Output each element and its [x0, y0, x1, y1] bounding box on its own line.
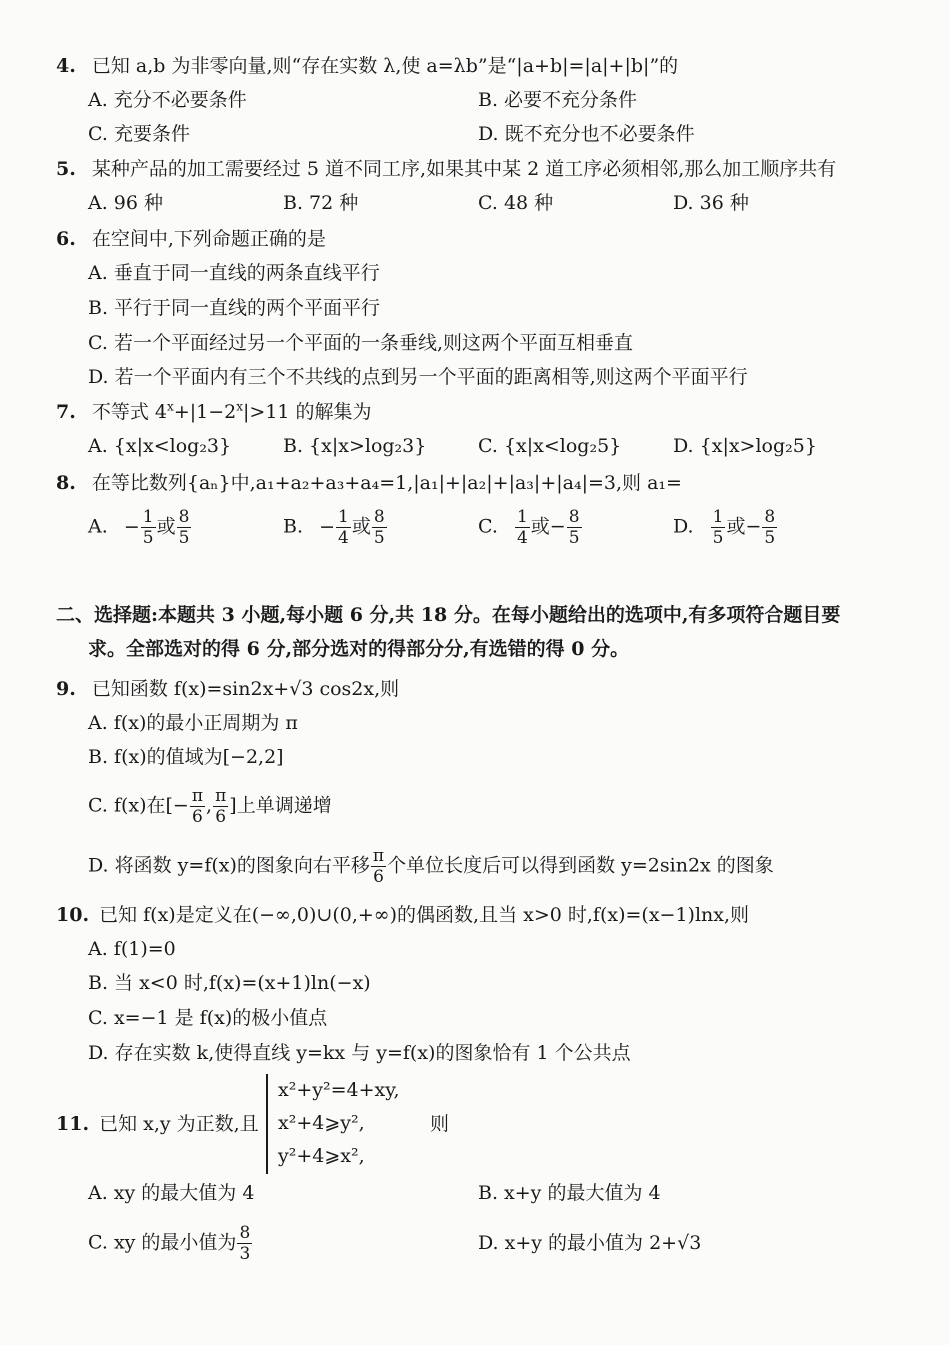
fraction [213, 786, 228, 827]
section-2-instructions-line1: 二、选择题:本题共 3 小题,每小题 6 分,共 18 分。在每小题给出的选项中,有多项符合题目要 [56, 604, 841, 626]
stem-text: +|1−2 [173, 401, 237, 423]
q5-option-b: B. 72 种 [283, 192, 359, 214]
q5-option-c: C. 48 种 [478, 192, 554, 214]
question-stem: 已知 f(x)是定义在(−∞,0)∪(0,+∞)的偶函数,且当 x>0 时,f(x)=(x−1)lnx,则 [99, 904, 750, 926]
equation-system [266, 1074, 448, 1174]
q6-option-a: A. 垂直于同一直线的两条直线平行 [88, 262, 380, 284]
system-inequality: y²+4⩾x², [278, 1145, 365, 1167]
question-number: 7. [56, 401, 76, 423]
q8-stem-line [56, 470, 682, 496]
question-number: 9. [56, 678, 76, 700]
option-text: ]上单调递增 [229, 794, 332, 817]
stem-text: 不等式 4 [91, 401, 168, 423]
question-stem: 某种产品的加工需要经过 5 道不同工序,如果其中某 2 道工序必须相邻,那么加工顺序共有 [91, 158, 837, 180]
exponent: x [167, 399, 174, 414]
fraction [336, 507, 351, 548]
numerator: π [191, 786, 204, 806]
sign: − [319, 515, 335, 538]
q9-option-b: B. f(x)的值域为[−2,2] [88, 746, 284, 768]
q6-option-c: C. 若一个平面经过另一个平面的一条垂线,则这两个平面互相垂直 [88, 332, 633, 354]
fraction [762, 507, 777, 548]
option-text: D. 将函数 y=f(x)的图象向右平移 [88, 854, 370, 877]
q8-option-c [478, 507, 583, 548]
denominator: 4 [337, 528, 349, 548]
exponent: x [236, 399, 244, 414]
sign: − [123, 515, 140, 538]
q4-option-b: B. 必要不充分条件 [478, 89, 638, 111]
denominator: 6 [215, 807, 227, 827]
denominator: 6 [373, 867, 384, 887]
numerator: 1 [142, 507, 154, 527]
q9-stem-line [56, 676, 399, 702]
q4-stem-line [56, 53, 678, 79]
option-text: C. xy 的最小值为 [88, 1231, 237, 1254]
question-stem: 已知 x,y 为正数,且 [99, 1113, 259, 1135]
denominator: 3 [239, 1244, 251, 1264]
q7-option-c: C. {x|x<log₂5} [478, 435, 622, 457]
q10-option-d: D. 存在实数 k,使得直线 y=kx 与 y=f(x)的图象恰有 1 个公共点 [88, 1042, 631, 1064]
fraction [237, 1223, 252, 1264]
q9-option-d [88, 846, 774, 887]
question-number: 6. [56, 228, 76, 250]
q10-stem-line [56, 902, 749, 928]
q8-option-b [283, 507, 388, 548]
q5-option-a: A. 96 种 [88, 192, 164, 214]
numerator: 1 [337, 507, 349, 527]
numerator: 8 [239, 1223, 251, 1243]
q6-stem-line [56, 226, 326, 252]
q4-option-a: A. 充分不必要条件 [88, 89, 247, 111]
q6-option-d: D. 若一个平面内有三个不共线的点到另一个平面的距离相等,则这两个平面平行 [88, 366, 748, 388]
q4-option-d: D. 既不充分也不必要条件 [478, 123, 695, 145]
option-label: C. [478, 515, 498, 538]
option-text: 个单位长度后可以得到函数 y=2sin2x 的图象 [387, 854, 774, 877]
question-stem [92, 401, 372, 423]
numerator: 8 [178, 507, 190, 527]
q7-option-b: B. {x|x>log₂3} [283, 435, 427, 457]
option-label: B. [283, 515, 304, 538]
q7-stem-line [56, 399, 372, 425]
q11-option-b: B. x+y 的最大值为 4 [478, 1182, 661, 1204]
q7-option-d: D. {x|x>log₂5} [673, 435, 817, 457]
q11-option-d: D. x+y 的最小值为 2+√3 [478, 1232, 702, 1254]
fraction [515, 507, 530, 548]
numerator: π [215, 786, 227, 806]
fraction [711, 507, 726, 548]
q8-option-d [673, 507, 778, 548]
q5-option-d: D. 36 种 [673, 192, 749, 214]
q9-option-a: A. f(x)的最小正周期为 π [88, 712, 298, 734]
numerator: π [372, 846, 385, 866]
question-stem: 在空间中,下列命题正确的是 [91, 228, 326, 250]
question-stem: 已知 a,b 为非零向量,则“存在实数 λ,使 a=λb”是“|a+b|=|a|+|b|”的 [91, 55, 679, 77]
denominator: 4 [516, 528, 528, 548]
fraction [177, 507, 192, 548]
option-label: D. [673, 515, 694, 538]
sign: − [549, 515, 566, 538]
denominator: 6 [192, 807, 203, 827]
q11-option-c [88, 1223, 253, 1264]
q9-option-c [88, 786, 332, 827]
denominator: 5 [373, 528, 385, 548]
option-text: , [206, 794, 213, 817]
q10-option-a: A. f(1)=0 [88, 938, 176, 960]
system-equation: x²+y²=4+xy, [278, 1079, 400, 1101]
q11-stem-line [56, 1111, 259, 1137]
fraction [371, 846, 386, 887]
option-text: C. f(x)在[− [88, 794, 189, 817]
question-number: 10. [56, 904, 90, 926]
numerator: 8 [373, 507, 385, 527]
question-number: 4. [56, 55, 76, 77]
fraction [141, 507, 156, 548]
q11-stem-suffix: 则 [430, 1113, 450, 1135]
numerator: 8 [568, 507, 580, 527]
q11-option-a: A. xy 的最大值为 4 [88, 1182, 255, 1204]
q10-option-b: B. 当 x<0 时,f(x)=(x+1)ln(−x) [88, 972, 371, 994]
q6-option-b: B. 平行于同一直线的两个平面平行 [88, 297, 381, 319]
denominator: 5 [142, 528, 154, 548]
q5-stem-line [56, 156, 836, 182]
numerator: 1 [516, 507, 528, 527]
or-word: 或 [156, 515, 176, 538]
question-stem: 在等比数列{aₙ}中,a₁+a₂+a₃+a₄=1,|a₁|+|a₂|+|a₃|+|a₄|=3,则 a₁= [91, 472, 682, 494]
question-stem: 已知函数 f(x)=sin2x+√3 cos2x,则 [91, 678, 400, 700]
numerator: 8 [764, 507, 776, 527]
question-number: 5. [56, 158, 76, 180]
fraction [567, 507, 582, 548]
sign: − [745, 515, 762, 538]
q7-option-a: A. {x|x<log₂3} [88, 435, 232, 457]
q8-option-a [88, 507, 192, 548]
numerator: 1 [712, 507, 724, 527]
section-2-instructions-line2: 求。全部选对的得 6 分,部分选对的得部分分,有选错的得 0 分。 [88, 638, 630, 660]
or-word: 或 [726, 515, 746, 538]
denominator: 5 [712, 528, 724, 548]
question-number: 11. [56, 1113, 90, 1135]
fraction [190, 786, 205, 827]
stem-text: |>11 的解集为 [243, 401, 372, 423]
denominator: 5 [178, 528, 190, 548]
fraction [372, 507, 387, 548]
denominator: 5 [764, 528, 776, 548]
question-number: 8. [56, 472, 76, 494]
denominator: 5 [568, 528, 580, 548]
system-inequality: x²+4⩾y², [278, 1112, 365, 1134]
q4-option-c: C. 充要条件 [88, 123, 190, 145]
or-word: 或 [530, 515, 550, 538]
q10-option-c: C. x=−1 是 f(x)的极小值点 [88, 1007, 328, 1029]
or-word: 或 [351, 515, 371, 538]
option-label: A. [88, 515, 108, 538]
